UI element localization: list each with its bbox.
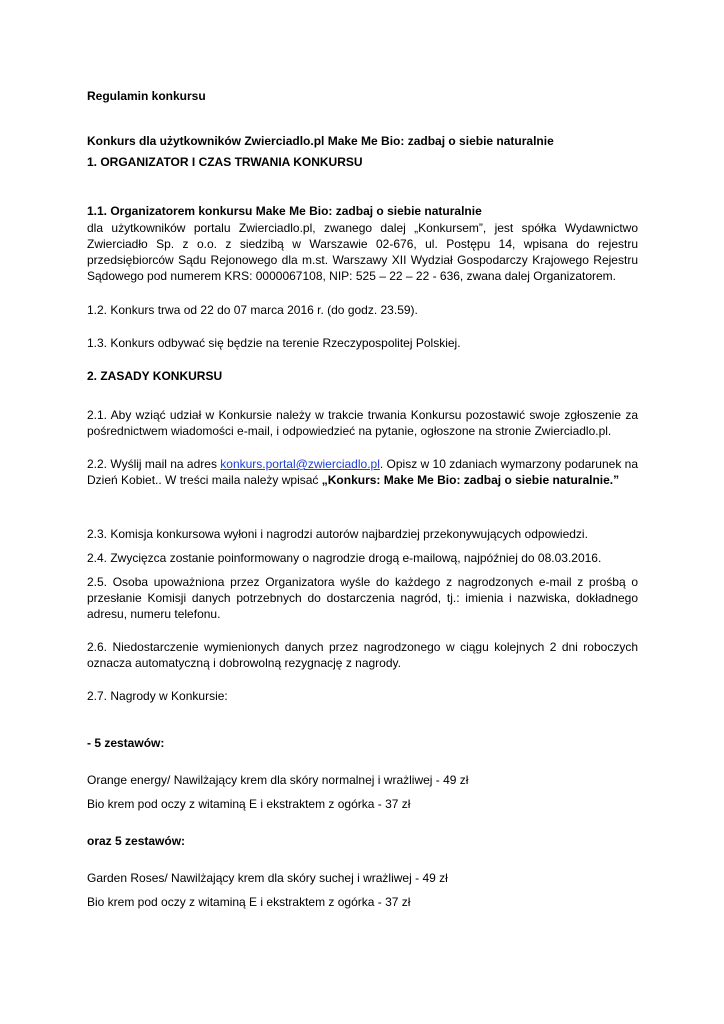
- section1-heading: 1. ORGANIZATOR I CZAS TRWANIA KONKURSU: [87, 155, 363, 169]
- document-title: Regulamin konkursu: [87, 89, 206, 103]
- section1-2: 1.2. Konkurs trwa od 22 do 07 marca 2016 r. (do godz. 23.59).: [87, 303, 418, 317]
- section1-1-body: dla użytkowników portalu Zwierciadlo.pl, zwanego dalej „Konkursem”, jest spółka Wydawnictwo Zwierciadło Sp. z o.o. z siedzibą w Warszawie 02-676, ul. Postępu 14, wpisana do rejestru przedsiębiorców Sądu Rejonowego dla m.st. Warszawy XII Wydział Gospodarczy Krajowego Rejestru Sądowego pod numerem KRS: 0000067108, NIP: 525 – 22 – 22 - 636, zwana dalej Organizatorem.: [87, 221, 638, 283]
- section2-2-subject: „Konkurs: Make Me Bio: zadbaj o siebie naturalnie.”: [321, 473, 620, 487]
- section1-3: 1.3. Konkurs odbywać się będzie na terenie Rzeczypospolitej Polskiej.: [87, 336, 461, 350]
- contest-email-link[interactable]: konkurs.portal@zwierciadlo.pl: [220, 457, 380, 471]
- section2-1: 2.1. Aby wziąć udział w Konkursie należy w trakcie trwania Konkursu pozostawić swoje zgłoszenie za pośrednictwem wiadomości e-mail, i odpowiedzieć na pytanie, ogłoszone na stronie Zwierciadlo.pl.: [87, 408, 638, 438]
- section2-3: 2.3. Komisja konkursowa wyłoni i nagrodzi autorów najbardziej przekonywujących odpowiedzi.: [87, 527, 588, 541]
- section2-heading: 2. ZASADY KONKURSU: [87, 369, 223, 383]
- section2-2-text-after: . Opisz w 10 zdaniach wymarzony podarunek na Dzień Kobiet.. W treści maila należy wpisać: [87, 457, 639, 487]
- prize-group2-heading: oraz 5 zestawów:: [87, 834, 186, 848]
- section2-7: 2.7. Nagrody w Konkursie:: [87, 689, 228, 703]
- prize-group2-item-1: Garden Roses/ Nawilżający krem dla skóry suchej i wrażliwej - 49 zł: [87, 871, 448, 885]
- contest-heading: Konkurs dla użytkowników Zwierciadlo.pl Make Me Bio: zadbaj o siebie naturalnie: [87, 134, 554, 148]
- section2-5: 2.5. Osoba upoważniona przez Organizatora wyśle do każdego z nagrodzonych e-mail z prośbą o przesłanie Komisji danych potrzebnych do dostarczenia nagród, tj.: imienia i nazwiska, dokładnego adresu, numeru telefonu.: [87, 575, 638, 621]
- section2-2-text-before: 2.2. Wyślij mail na adres: [87, 457, 221, 471]
- section2-4: 2.4. Zwycięzca zostanie poinformowany o nagrodzie drogą e-mailową, najpóźniej do 08.03.2016.: [87, 551, 602, 565]
- prize-group1-heading: - 5 zestawów:: [87, 736, 165, 750]
- prize-group2-item-2: Bio krem pod oczy z witaminą E i ekstraktem z ogórka - 37 zł: [87, 895, 411, 909]
- section2-2: [87, 456, 638, 488]
- section1-1-heading: 1.1. Organizatorem konkursu Make Me Bio: zadbaj o siebie naturalnie: [87, 204, 482, 218]
- section2-6: 2.6. Niedostarczenie wymienionych danych przez nagrodzonego w ciągu kolejnych 2 dni roboczych oznacza automatyczną i dobrowolną rezygnację z nagrody.: [87, 640, 638, 670]
- prize-group1-item-2: Bio krem pod oczy z witaminą E i ekstraktem z ogórka - 37 zł: [87, 797, 411, 811]
- prize-group1-item-1: Orange energy/ Nawilżający krem dla skóry normalnej i wrażliwej - 49 zł: [87, 773, 469, 787]
